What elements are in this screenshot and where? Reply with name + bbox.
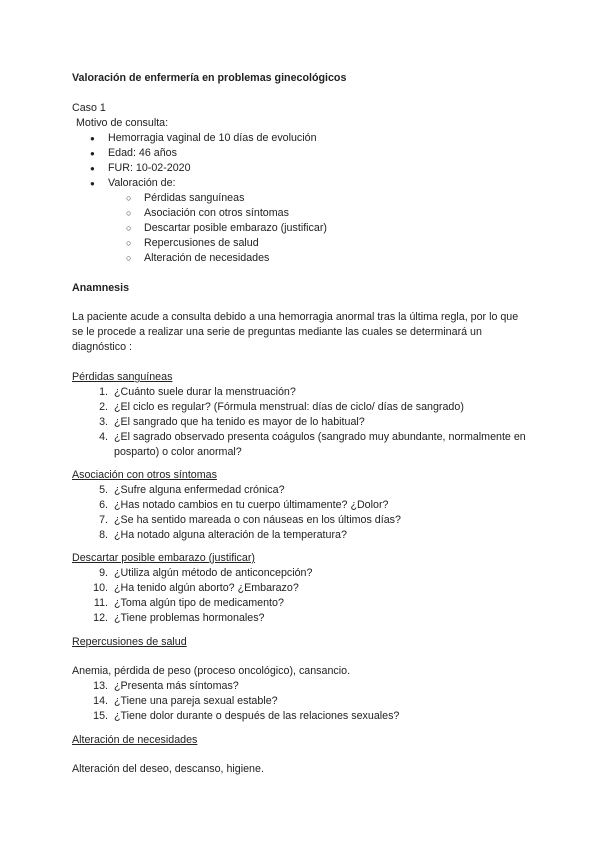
question-item: 3. ¿El sangrado que ha tenido es mayor de lo habitual?: [99, 416, 365, 428]
assessment-subitem: ○ Repercusiones de salud: [126, 236, 532, 251]
section-title-health-impact: Repercusiones de salud: [72, 636, 187, 648]
section-title-blood-loss: Pérdidas sanguíneas: [72, 371, 173, 383]
document-title: Valoración de enfermería en problemas ginecológicos: [72, 72, 347, 84]
case-bullet-item: ● FUR: 10-02-2020: [90, 161, 532, 176]
section-title-pregnancy: Descartar posible embarazo (justificar): [72, 552, 255, 564]
question-item: 11. ¿Toma algún tipo de medicamento?: [93, 597, 284, 609]
case-bullet-item: ● Edad: 46 años: [90, 146, 532, 161]
question-item: 7. ¿Se ha sentido mareada o con náuseas en los últimos días?: [99, 514, 401, 526]
question-item: 9. ¿Utiliza algún método de anticoncepción?: [99, 567, 313, 579]
question-item: 2. ¿El ciclo es regular? (Fórmula menstrual: días de ciclo/ días de sangrado): [99, 401, 464, 413]
assessment-sublist: [72, 191, 532, 266]
section-title-symptoms: Asociación con otros síntomas: [72, 469, 217, 481]
question-item: 8. ¿Ha notado alguna alteración de la temperatura?: [99, 529, 347, 541]
case-label: Caso 1: [72, 102, 106, 114]
case-bullet-item: ● Valoración de:: [90, 176, 532, 191]
question-list: [72, 566, 532, 626]
anamnesis-intro: La paciente acude a consulta debido a una hemorragia anormal tras la última regla, por lo que se le procede a realizar una serie de preguntas mediante las cuales se determinará un diagnóstico :: [72, 311, 519, 353]
assessment-subitem: ○ Pérdidas sanguíneas: [126, 191, 532, 206]
case-bullet-item: ● Hemorragia vaginal de 10 días de evolución: [90, 131, 532, 146]
case-bullet-list: [72, 131, 532, 191]
question-item: 6. ¿Has notado cambios en tu cuerpo últimamente? ¿Dolor?: [99, 499, 389, 511]
question-item: 1. ¿Cuánto suele durar la menstruación?: [99, 386, 296, 398]
question-item: 5. ¿Sufre alguna enfermedad crónica?: [99, 484, 285, 496]
question-item: 10. ¿Ha tenido algún aborto? ¿Embarazo?: [93, 582, 299, 594]
anamnesis-heading: Anamnesis: [72, 282, 130, 294]
question-list: [72, 679, 532, 724]
assessment-subitem: ○ Descartar posible embarazo (justificar): [126, 221, 532, 236]
question-item: 13. ¿Presenta más síntomas?: [93, 680, 239, 692]
question-item: 4. ¿El sagrado observado presenta coágulos (sangrado muy abundante, normalmente en posparto) o color anormal?: [99, 431, 526, 458]
assessment-subitem: ○ Asociación con otros síntomas: [126, 206, 532, 221]
consultation-reason-label: Motivo de consulta:: [76, 117, 169, 129]
question-list: [72, 385, 532, 460]
question-item: 15. ¿Tiene dolor durante o después de las relaciones sexuales?: [93, 710, 400, 722]
question-item: 12. ¿Tiene problemas hormonales?: [93, 612, 265, 624]
needs-note: Alteración del deseo, descanso, higiene.: [72, 763, 264, 775]
assessment-subitem: ○ Alteración de necesidades: [126, 251, 532, 266]
document-body: [72, 71, 532, 777]
health-impact-note: Anemia, pérdida de peso (proceso oncológico), cansancio.: [72, 665, 351, 677]
section-title-needs: Alteración de necesidades: [72, 734, 198, 746]
question-item: 14. ¿Tiene una pareja sexual estable?: [93, 695, 278, 707]
question-list: [72, 483, 532, 543]
